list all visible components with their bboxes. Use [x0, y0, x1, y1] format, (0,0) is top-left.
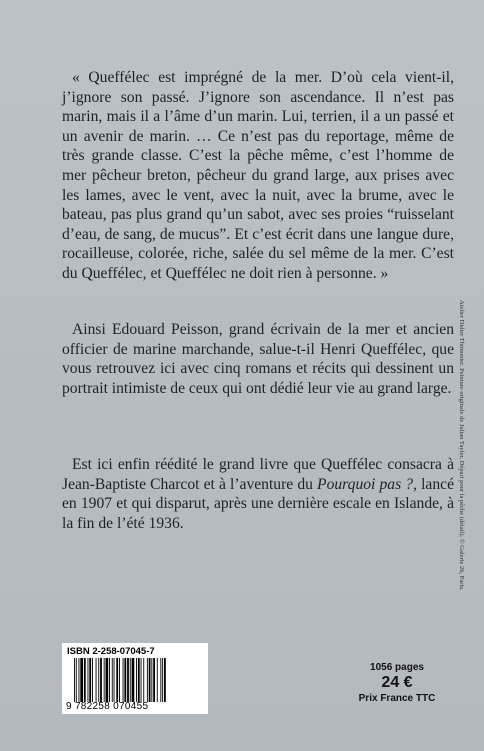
quote-paragraph: « Queffélec est imprégné de la mer. D’où cela vient-il, j’ignore son passé. J’ignore son ascendance. Il n’est pas marin, mais il a l’âme d’un marin. Lui, terrien, il a un passé et un avenir de marin. … Ce n’est pas du reportage, même de très grande classe. C’est la pêche même, c’est l’homme de mer pêcheur breton, pêcheur du grand large, aux prises avec les lames, avec le vent, avec la nuit, avec la brume, avec le bateau, pas plus grand qu’un sabot, avec ses proies “ruisselant d’eau, de sang, de mucus”. Et c’est écrit dans une langue dure, rocailleuse, colorée, riche, salée du sel même de la mer. C’est du Queffélec, et Queffélec ne doit rien à personne. » [62, 69, 454, 282]
reissue-paragraph [62, 455, 454, 533]
barcode-bars [74, 658, 204, 702]
intro-paragraph: Ainsi Edouard Peisson, grand écrivain de la mer et ancien officier de marine marchande, salue-t-il Henri Queffélec, que vous retrouvez ici avec cinq romans et récits qui dessinent un portrait intimiste de ceux qui ont dédié leur vie au grand large. [62, 321, 454, 397]
price-label: Prix France TTC [358, 693, 436, 704]
price-amount: 24 € [381, 674, 413, 691]
barcode-digits: 9 782258 070455 [66, 701, 149, 712]
cover-credit: Atelier Didier Thimonier. Peinture originale de Julian Taylor, Départ pour la pêche (détail). © Galerie 26, Paris. [458, 300, 465, 591]
reissue-text-start: Est ici enfin réédité le grand livre que Queffélec consacra à Jean-Baptiste Charcot et à l’aventure du [62, 456, 454, 493]
barcode-label [62, 643, 208, 714]
ship-name: Pourquoi pas ? [317, 475, 414, 493]
page-count: 1056 pages [370, 662, 424, 673]
price-block [352, 662, 442, 704]
isbn-number: ISBN 2-258-07045-7 [67, 646, 155, 657]
reissue-text-end: , lancé en 1907 et qui disparut, après une dernière escale en Islande, à la fin de l’été 1936. [62, 475, 454, 532]
